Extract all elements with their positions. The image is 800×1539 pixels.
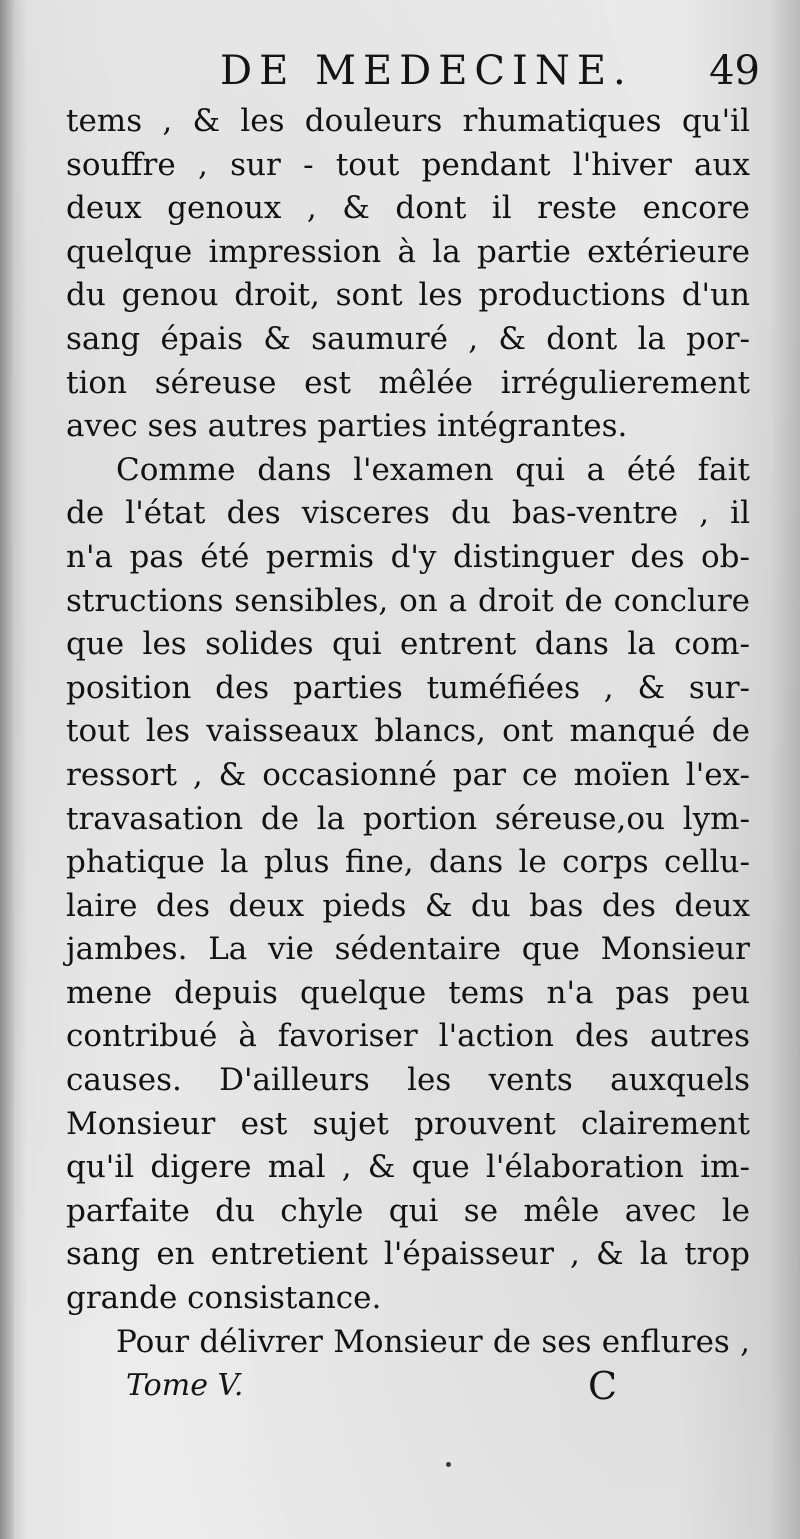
paragraph-last-line: grande consistance. <box>66 1280 382 1317</box>
text-line: laire des deux pieds & du bas des deux <box>66 887 750 924</box>
signature-mark: C <box>588 1364 618 1408</box>
text-line: position des parties tuméfiées , & sur- <box>66 669 750 706</box>
volume-label: Tome V. <box>126 1368 244 1403</box>
body-text <box>66 100 750 1364</box>
text-line: deux genoux , & dont il reste encore <box>66 190 750 227</box>
text-line: que les solides qui entrent dans la com- <box>66 626 750 663</box>
paragraph-first-line: Comme dans l'examen qui a été fait <box>116 451 750 488</box>
text-line: Monsieur est sujet prouvent clairement <box>66 1105 750 1142</box>
page-header <box>70 48 770 108</box>
text-line: tion séreuse est mêlée irrégulierement <box>66 364 750 401</box>
text-line: travasation de la portion séreuse,ou lym- <box>66 800 750 837</box>
paragraph-last-line: avec ses autres parties intégrantes. <box>66 408 628 445</box>
text-line: tems , & les douleurs rhumatiques qu'il <box>66 103 750 139</box>
text-line: qu'il digere mal , & que l'élaboration im- <box>66 1149 750 1186</box>
text-line: contribué à favoriser l'action des autres <box>66 1018 750 1055</box>
ink-speck <box>446 1462 451 1467</box>
text-line: tout les vaisseaux blancs, ont manqué de <box>66 713 750 750</box>
page-footer <box>126 1364 646 1418</box>
text-line: n'a pas été permis d'y distinguer des ob- <box>66 538 750 575</box>
text-line: du genou droit, sont les productions d'un <box>66 277 750 314</box>
text-line: sang épais & saumuré , & dont la por- <box>66 320 750 357</box>
text-line: de l'état des visceres du bas-ventre , il <box>66 495 750 532</box>
text-line: structions sensibles, on a droit de conclure <box>66 582 750 619</box>
text-line: souffre , sur - tout pendant l'hiver aux <box>66 146 750 183</box>
page-gutter-edge <box>0 0 14 1539</box>
text-line: ressort , & occasionné par ce moïen l'ex- <box>66 756 750 793</box>
text-line: mene depuis quelque tems n'a pas peu <box>66 974 750 1011</box>
paragraph-first-line: Pour délivrer Monsieur de ses enflures , <box>116 1323 750 1360</box>
text-line: phatique la plus fine, dans le corps cellu- <box>66 844 750 881</box>
text-line: quelque impression à la partie extérieure <box>66 233 750 270</box>
page-number: 49 <box>709 48 760 94</box>
text-line: sang en entretient l'épaisseur , & la trop <box>66 1236 750 1273</box>
text-line: parfaite du chyle qui se mêle avec le <box>66 1192 750 1229</box>
text-line: jambes. La vie sédentaire que Monsieur <box>66 931 750 968</box>
text-line: causes. D'ailleurs les vents auxquels <box>66 1062 750 1099</box>
running-title: DE MEDECINE. <box>220 48 633 94</box>
